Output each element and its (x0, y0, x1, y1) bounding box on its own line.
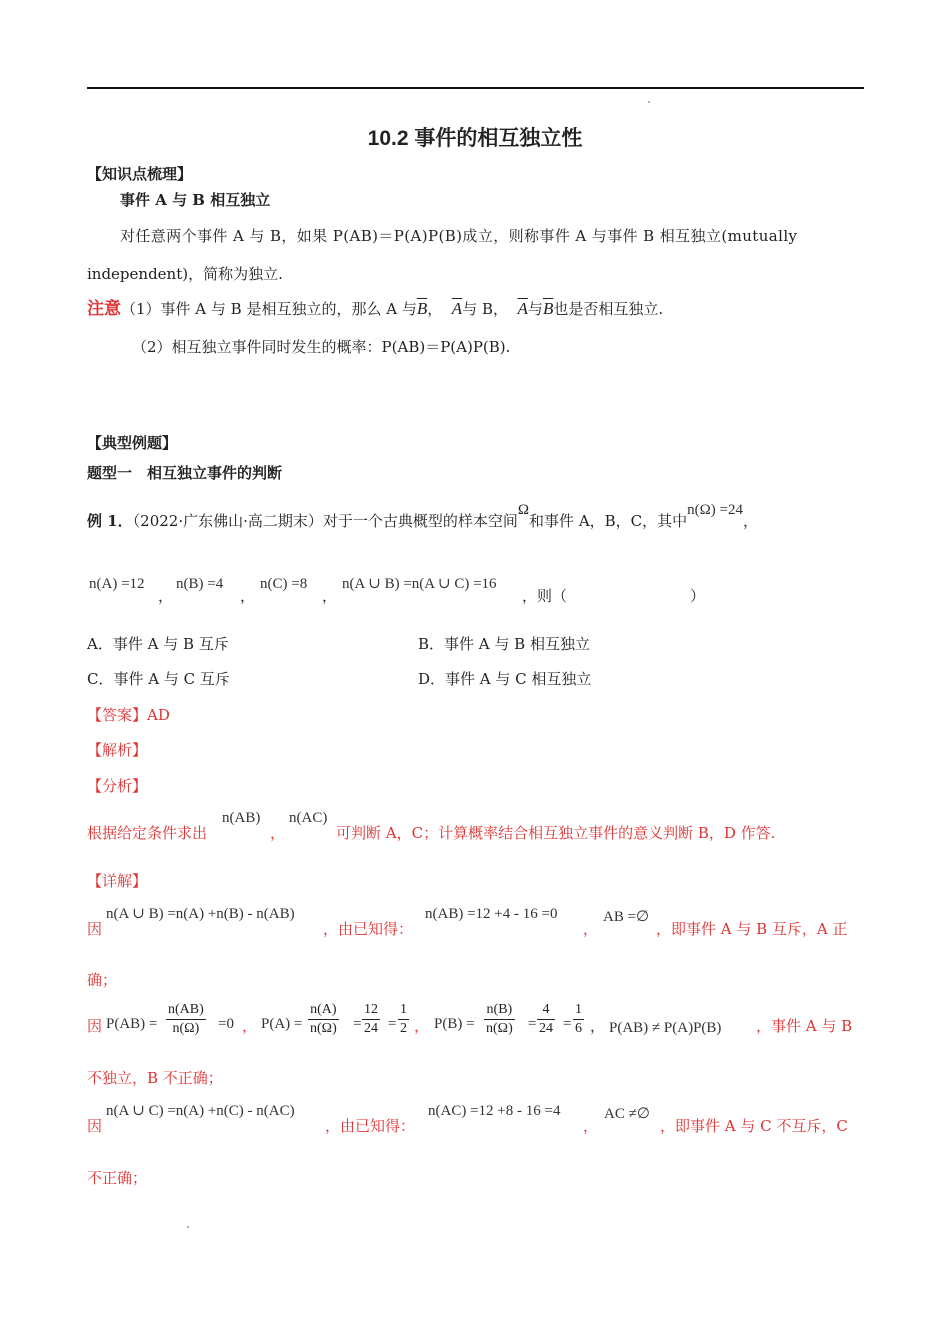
comma-sep: ， (158, 587, 174, 605)
numerator: 12 (362, 1001, 380, 1020)
detail-header: 【详解】 (87, 872, 148, 890)
header-rule (87, 87, 864, 89)
note1-and: 与 (527, 300, 543, 318)
yin: 因 (87, 1117, 103, 1135)
analysis-header: 【解析】 (87, 741, 148, 759)
option-c: C．事件 A 与 C 互斥 (87, 670, 230, 688)
note1-end: 也是否相互独立. (553, 300, 664, 318)
frac-n-b (484, 1001, 515, 1038)
denominator: 24 (539, 1021, 553, 1036)
answer: 【答案】AD (87, 706, 170, 724)
example-text2: 和事件 A，B，C，其中 (529, 512, 688, 530)
example-comma: ， (743, 512, 759, 530)
option-d: D．事件 A 与 C 相互独立 (418, 670, 592, 688)
denominator: n(Ω) (486, 1021, 513, 1036)
p-neq: P(AB) ≠ P(A)P(B) (609, 1020, 722, 1036)
numerator: n(B) (484, 1001, 515, 1020)
fenxi-text-a: 根据给定条件求出 (87, 824, 208, 842)
eq-ab-empty: AB =∅ (603, 909, 650, 925)
known-text: ，由已知得： (325, 1117, 416, 1135)
fraction (398, 1001, 409, 1038)
page-title: 10.2 事件的相互独立性 (367, 127, 583, 150)
frac-12-24 (362, 1001, 380, 1038)
equals: = (563, 1016, 572, 1032)
section-header-knowledge: 【知识点梳理】 (87, 165, 193, 183)
note1-comma: ， (427, 300, 443, 318)
comma-sep: ， (240, 587, 256, 605)
denominator: n(Ω) (172, 1021, 200, 1036)
note1-text: （1）事件 A 与 B 是相互独立的，那么 A 与 (121, 300, 417, 318)
denominator: 6 (575, 1021, 582, 1036)
fraction (308, 1001, 339, 1038)
frac-n-ab (166, 1001, 206, 1038)
denominator: n(Ω) (310, 1021, 337, 1036)
fraction (484, 1001, 515, 1038)
section-header-examples: 【典型例题】 (87, 434, 178, 452)
example-text: （2022·广东佛山·高二期末）对于一个古典概型的样本空间 (132, 512, 518, 530)
comma-sep: ， (242, 1017, 258, 1035)
note-line2: （2）相互独立事件同时发生的概率：P(AB)＝P(A)P(B). (132, 338, 511, 356)
frac-n-a (308, 1001, 339, 1038)
fenxi-header: 【分析】 (87, 777, 148, 795)
n-c: n(C) =8 (260, 576, 308, 592)
example1-stem (87, 502, 759, 532)
note-label: 注意 (87, 299, 121, 319)
equals: = (353, 1016, 362, 1032)
option-b: B．事件 A 与 B 相互独立 (418, 635, 590, 653)
numerator: 4 (537, 1001, 555, 1020)
complement-a-2: $\overline{A}$ (517, 299, 528, 318)
n-ab-label: n(AB) (222, 810, 261, 826)
example-label: 例 1． (87, 512, 133, 530)
eq-n-ac: n(AC) =12 +8 - 16 =4 (428, 1103, 561, 1119)
comma-sep: ， (322, 587, 338, 605)
subheader-independence: 事件 A 与 B 相互独立 (120, 191, 271, 209)
definition-line1: 对任意两个事件 A 与 B，如果 P(AB)＝P(A)P(B)成立，则称事件 A 与事件 B 相互独立(mutually (120, 227, 798, 245)
type-heading-1: 题型一 相互独立事件的判断 (87, 464, 283, 482)
eq-union-ac: n(A ∪ C) =n(A) +n(C) - n(AC) (106, 1103, 295, 1119)
n-ac-label: n(AC) (289, 810, 328, 826)
numerator: 1 (573, 1001, 584, 1020)
conclusion-2b: 不独立，B 不正确； (87, 1069, 223, 1087)
eq-n-ab: n(AB) =12 +4 - 16 =0 (425, 906, 558, 922)
frac-4-24 (537, 1001, 555, 1038)
close-paren: ） (690, 587, 706, 605)
speck (648, 101, 650, 103)
equals: = (528, 1016, 537, 1032)
conclusion-1: ，即事件 A 与 B 互斥，A 正 (656, 920, 848, 938)
fraction (166, 1001, 206, 1038)
denominator: 2 (400, 1021, 407, 1036)
complement-a: $\overline{A}$ (451, 299, 463, 318)
comma-sep: ， (583, 920, 599, 938)
p-a: P(A) = (261, 1016, 303, 1032)
fraction (573, 1001, 584, 1038)
conclusion-2: ，事件 A 与 B (756, 1017, 853, 1035)
n-union: n(A ∪ B) =n(A ∪ C) =16 (342, 576, 497, 592)
p-ab: P(AB) = (106, 1016, 158, 1032)
frac-1-2 (398, 1001, 409, 1038)
fraction (537, 1001, 555, 1038)
frac-1-6 (573, 1001, 584, 1038)
omega-symbol: Ω (517, 502, 530, 518)
eq-zero: =0 (218, 1016, 234, 1032)
eq-ac-nonempty: AC ≠∅ (604, 1106, 650, 1122)
complement-b-2: $\overline{B}$ (542, 299, 554, 318)
conclusion-3b: 不正确； (87, 1169, 148, 1187)
then-paren: ，则（ (522, 587, 568, 605)
n-a: n(A) =12 (89, 576, 145, 592)
option-a: A．事件 A 与 B 互斥 (87, 635, 229, 653)
comma-sep: ， (583, 1117, 599, 1135)
conclusion-3: ，即事件 A 与 C 不互斥，C (660, 1117, 848, 1135)
numerator: 1 (398, 1001, 409, 1020)
conclusion-1b: 确； (87, 971, 118, 989)
n-b: n(B) =4 (176, 576, 224, 592)
yin: 因 (87, 920, 103, 938)
speck (187, 1226, 189, 1228)
eq-union-ab: n(A ∪ B) =n(A) +n(B) - n(AB) (106, 906, 295, 922)
n-omega: n(Ω) =24 (687, 502, 744, 518)
denominator: 24 (364, 1021, 378, 1036)
comma-sep: ， (414, 1017, 430, 1035)
fenxi-text-c: 可判断 A，C；计算概率结合相互独立事件的意义判断 B，D 作答. (336, 824, 776, 842)
known-text: ，由已知得： (323, 920, 414, 938)
fenxi-text-b: ， (270, 824, 286, 842)
comma-sep: ， (590, 1017, 606, 1035)
yin: 因 (87, 1017, 103, 1035)
numerator: n(A) (308, 1001, 339, 1020)
note-line1 (87, 299, 663, 319)
p-b: P(B) = (434, 1016, 475, 1032)
definition-line2: independent)，简称为独立. (87, 265, 283, 283)
fraction (362, 1001, 380, 1038)
complement-b: $\overline{B}$ (416, 299, 428, 318)
note1-text-b: 与 B， (462, 300, 508, 318)
equals: = (388, 1016, 397, 1032)
numerator: n(AB) (166, 1001, 206, 1020)
yin-2 (87, 1016, 102, 1036)
